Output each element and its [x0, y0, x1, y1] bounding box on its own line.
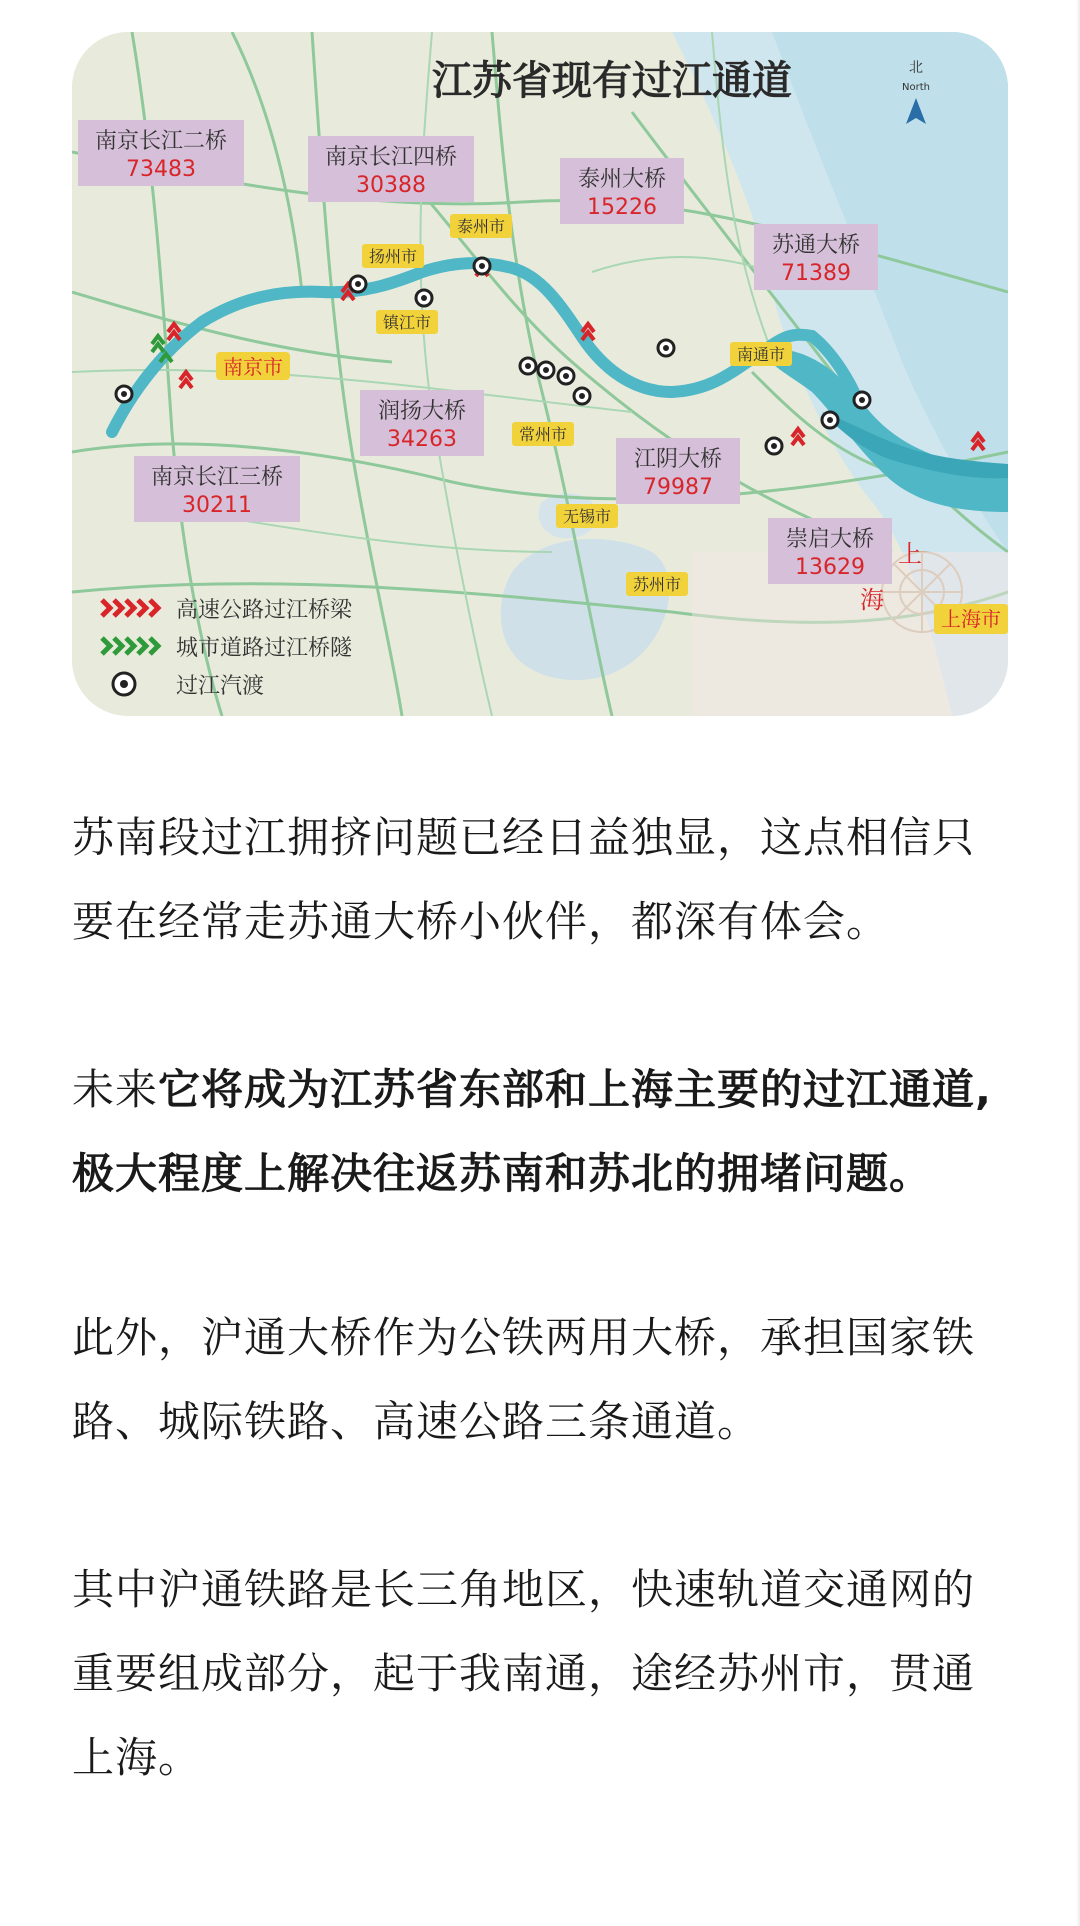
city-shanghai-char2: 海	[860, 586, 884, 614]
bridge-label-chongqi	[768, 518, 892, 584]
paragraph-4	[72, 1548, 1012, 1800]
bridge-label-runyang	[360, 390, 484, 456]
bridge-value: 71389	[781, 261, 851, 286]
map-title: 江苏省现有过江通道	[432, 58, 792, 104]
bridge-value: 30211	[182, 493, 252, 518]
bridge-value: 13629	[795, 555, 865, 580]
page-edge-shadow	[1076, 0, 1080, 1926]
map-title-group	[432, 58, 792, 104]
bridge-name: 泰州大桥	[577, 167, 667, 192]
jiangsu-crossings-map[interactable]	[72, 32, 1008, 716]
paragraph-2-lead: 未来	[72, 1065, 159, 1114]
bridge-name: 润扬大桥	[377, 399, 467, 424]
legend-ferry-label: 过江汽渡	[176, 674, 265, 699]
bridge-name: 江阴大桥	[633, 447, 723, 472]
bridge-label-jiangyin	[616, 438, 740, 504]
bridge-name: 崇启大桥	[785, 527, 875, 552]
article-body	[72, 796, 1012, 1884]
paragraph-1	[72, 796, 1012, 964]
city-shanghai: 上海市	[941, 607, 1001, 631]
city-suzhou: 苏州市	[632, 575, 682, 594]
bridge-name: 南京长江二桥	[94, 129, 228, 154]
bridge-name: 南京长江四桥	[324, 145, 458, 170]
bridge-label-taizhou	[560, 158, 684, 224]
legend-highway-label: 高速公路过江桥梁	[176, 598, 353, 623]
bridge-label-nanjing-4	[308, 136, 474, 202]
map-graphic	[72, 32, 1008, 716]
bridge-name: 南京长江三桥	[150, 465, 284, 490]
bridge-label-nanjing-2	[78, 120, 244, 186]
bridge-value: 15226	[587, 195, 657, 220]
city-taizhou: 泰州市	[456, 217, 506, 236]
bridge-name: 苏通大桥	[771, 233, 861, 258]
compass-north-en: North	[902, 82, 930, 93]
paragraph-2-bold: 它将成为江苏省东部和上海主要的过江通道,极大程度上解决往返苏南和苏北的拥堵问题。	[72, 1065, 992, 1198]
legend-ferry-icon	[113, 673, 135, 695]
city-shanghai-char1: 上	[898, 540, 922, 568]
bridge-label-nanjing-3	[134, 456, 300, 522]
paragraph-4-text: 其中沪通铁路是长三角地区，快速轨道交通网的重要组成部分，起于我南通，途经苏州市，贯通上海。	[72, 1565, 976, 1782]
city-nanjing: 南京市	[223, 355, 283, 379]
bridge-value: 34263	[387, 427, 457, 452]
paragraph-2	[72, 1048, 1012, 1216]
city-wuxi: 无锡市	[562, 507, 612, 526]
city-changzhou: 常州市	[518, 425, 568, 444]
bridge-value: 79987	[643, 475, 713, 500]
compass-north-cn: 北	[909, 60, 923, 76]
paragraph-1-text: 苏南段过江拥挤问题已经日益独显，这点相信只要在经常走苏通大桥小伙伴，都深有体会。	[72, 813, 976, 946]
legend-city-road-label: 城市道路过江桥隧	[176, 636, 353, 661]
city-yangzhou: 扬州市	[368, 247, 418, 266]
paragraph-3-text: 此外，沪通大桥作为公铁两用大桥，承担国家铁路、城际铁路、高速公路三条通道。	[72, 1313, 976, 1446]
city-nantong: 南通市	[736, 345, 786, 364]
city-zhenjiang: 镇江市	[382, 313, 432, 332]
bridge-label-sutong	[754, 224, 878, 290]
bridge-value: 30388	[356, 173, 426, 198]
paragraph-3	[72, 1296, 1012, 1464]
bridge-value: 73483	[126, 157, 196, 182]
